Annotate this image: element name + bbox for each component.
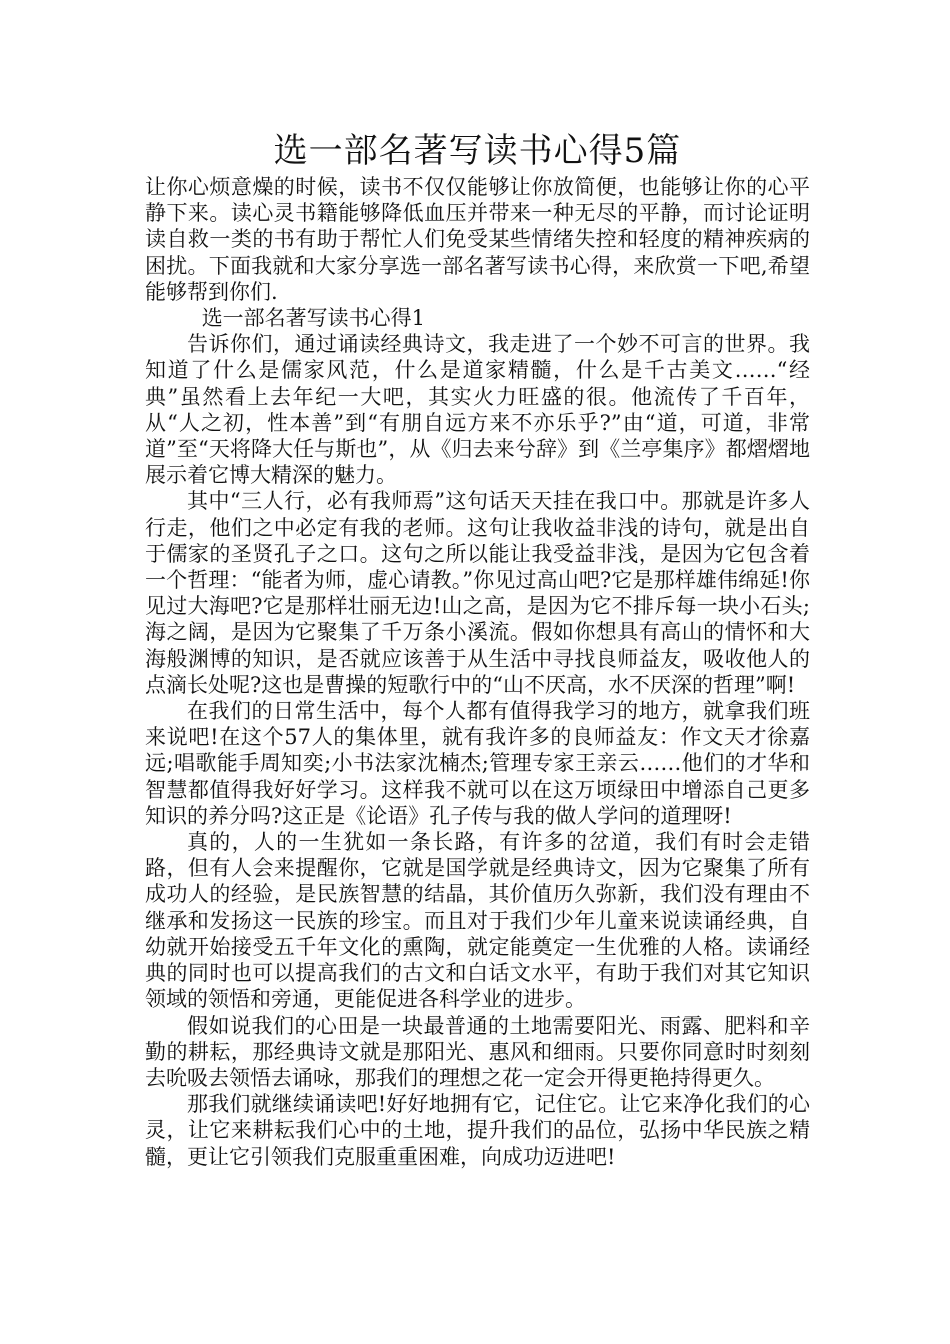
document-page <box>145 128 810 1170</box>
document-title: 选一部名著写读书心得5篇 <box>273 131 682 171</box>
section-heading: 选一部名著写读书心得1 <box>201 306 426 331</box>
body-paragraph-6: 那我们就继续诵读吧!好好地拥有它，记住它。让它来净化我们的心灵，让它来耕耘我们心中的土地，提升我们的品位，弘扬中华民族之精髓，更让它引领我们克服重重困难，向成功迈进吧! <box>145 1092 810 1169</box>
body-paragraph-2: 其中“三人行，必有我师焉”这句话天天挂在我口中。那就是许多人行走，他们之中必定有我的老师。这句让我收益非浅的诗句，就是出自于儒家的圣贤孔子之口。这句之所以能让我受益非浅，是因为它包含着一个哲理：“能者为师，虚心请教。”你见过高山吧?它是那样雄伟绵延!你见过大海吧?它是那样壮丽无边!山之高，是因为它不排斥每一块小石头;海之阔，是因为它聚集了千万条小溪流。假如你想具有高山的情怀和大海般渊博的知识，是否就应该善于从生活中寻找良师益友，吸收他人的点滴长处呢?这也是曹操的短歌行中的“山不厌高，水不厌深的哲理”啊! <box>145 489 810 697</box>
body-paragraph-4: 真的，人的一生犹如一条长路，有许多的岔道，我们有时会走错路，但有人会来提醒你，它就是国学就是经典诗文，因为它聚集了所有成功人的经验，是民族智慧的结晶，其价值历久弥新，我们没有理由不继承和发扬这一民族的珍宝。而且对于我们少年儿童来说读诵经典，自幼就开始接受五千年文化的熏陶，就定能奠定一生优雅的人格。读诵经典的同时也可以提高我们的古文和白话文水平，有助于我们对其它知识领域的领悟和旁通，更能促进各科学业的进步。 <box>145 830 810 1012</box>
body-paragraph-5: 假如说我们的心田是一块最普通的土地需要阳光、雨露、肥料和辛勤的耕耘，那经典诗文就是那阳光、惠风和细雨。只要你同意时时刻刻去吮吸去领悟去诵咏，那我们的理想之花一定会开得更艳持得更久。 <box>145 1013 810 1090</box>
body-paragraph-1: 告诉你们，通过诵读经典诗文，我走进了一个妙不可言的世界。我知道了什么是儒家风范，什么是道家精髓，什么是千古美文……“经典”虽然看上去年纪一大吧，其实火力旺盛的很。他流传了千百年，从“人之初，性本善”到“有朋自远方来不亦乐乎?”由“道，可道，非常道”至“天将降大任与斯也”，从《归去来兮辞》到《兰亭集序》都熠熠地展示着它博大精深的魅力。 <box>145 332 810 488</box>
intro-paragraph: 让你心烦意燥的时候，读书不仅仅能够让你放简便，也能够让你的心平静下来。读心灵书籍能够降低血压并带来一种无尽的平静，而讨论证明读自救一类的书有助于帮忙人们免受某些情绪失控和轻度的精神疾病的困扰。下面我就和大家分享选一部名著写读书心得，来欣赏一下吧,希望能够帮到你们. <box>145 175 810 304</box>
body-paragraph-3: 在我们的日常生活中，每个人都有值得我学习的地方，就拿我们班来说吧!在这个57人的集体里，就有我许多的良师益友：作文天才徐嘉远;唱歌能手周知奕;小书法家沈楠杰;管理专家王亲云……他们的才华和智慧都值得我好好学习。这样我不就可以在这万顷绿田中增添自己更多知识的养分吗?这正是《论语》孔子传与我的做人学问的道理呀! <box>145 699 810 828</box>
